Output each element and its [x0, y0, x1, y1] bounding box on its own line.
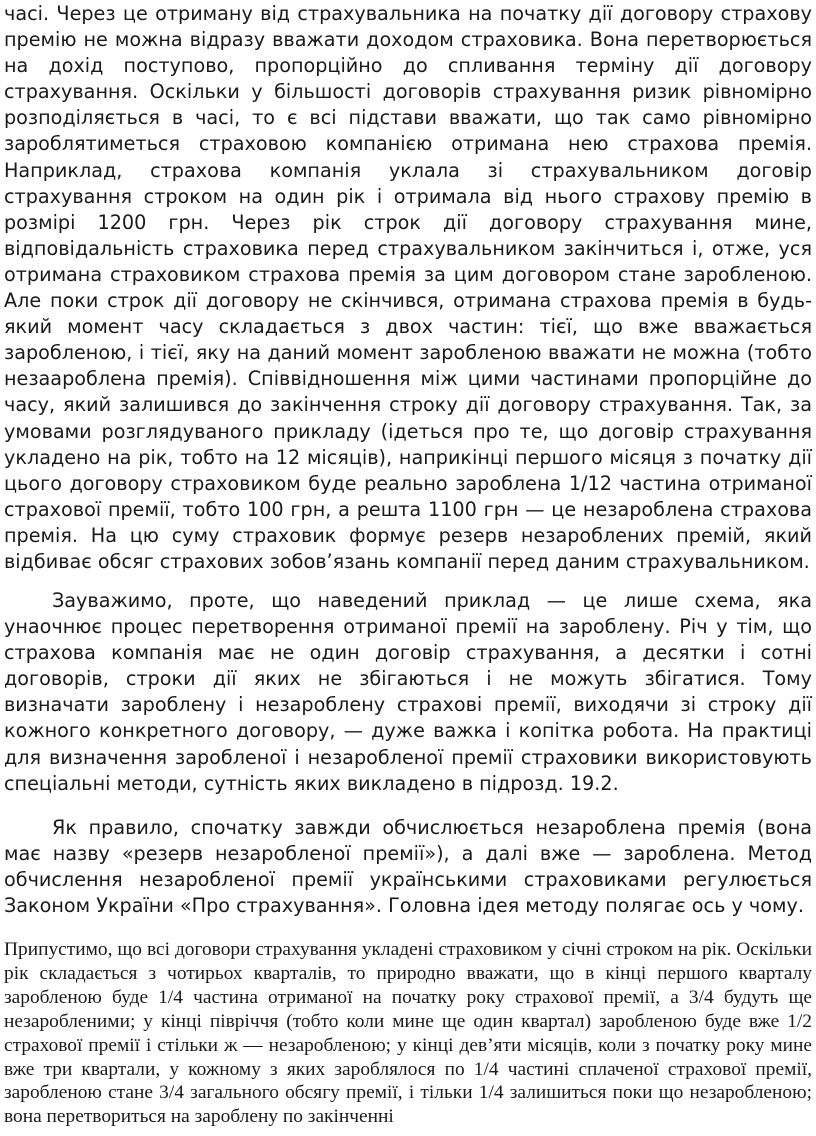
paragraph-premium-earning: часі. Через це отриману від страхувальника на початку дії договору страхову премію не можна відразу вважати доходом страховика. Вона перетворюється на дохід поступово, пропорційно до спливання терміну дії договору страхування. Оскільки у більшості договорів страхування ризик рівномірно розподіляється в часі, то є всі підстави вважати, що так само рівномірно зароблятиметься страховою компанією отримана нею страхова премія. Наприклад, страхова компанія уклала зі страхувальником договір страхування строком на один рік і отримала від нього страхову премію в розмірі 1200 грн. Через рік строк дії договору страхування мине, відповідальність страховика перед страхувальником закінчиться і, отже, уся отримана страховиком страхова премія за цим договором стане заробленою. Але поки строк дії договору не скінчився, отримана страхова премія в будь-який момент часу складається з двох частин: тієї, що вже вважається заробленою, і тієї, яку на даний момент заробленою вважати не можна (тобто незаароблена премія). Співвідношення між цими частинами пропорційне до часу, який залишився до закінчення строку дії договору страхування. Так, за умовами розглядуваного прикладу (ідеться про те, що договір страхування укладено на рік, тобто на 12 місяців), наприкінці першого місяця з початку дії цього договору страховиком буде реально зароблена 1/12 частина отриманої страхової премії, тобто 100 грн, а решта 1100 грн — це незароблена страхова премія. На цю суму страховик формує резерв незароблених премій, який відбиває обсяг страхових зобов’язань компанії перед даним страхувальником. [4, 2, 812, 573]
paragraph-method-intro: Як правило, спочатку завжди обчислюється незароблена премія (вона має назву «резерв незаробленої премії»), а далі вже — зароблена. Метод обчислення незаробленої премії українськими страховиками регулюється Законом України «Про страхування». Головна ідея методу полягає ось у чому. [4, 816, 812, 918]
paragraph-quarterly-example: Припустимо, що всі договори страхування укладені страховиком у січні строком на рік. Оскільки рік складається з чотирьох кварталів, то природно вважати, що в кінці першого кварталу заробленою буде 1/4 частина отриманої на початку року страхової премії, а 3/4 будуть ще незаробленими; у кінці півріччя (тобто коли мине ще один квартал) заробленою буде вже 1/2 страхової премії і стільки ж — незаробленою; у кінці дев’яти місяців, коли з початку року мине вже три квартали, у кожному з яких зароблялося по 1/4 частині сплаченої страхової премії, заробленою стане 3/4 загального обсягу премії, і тільки 1/4 залишиться поки що незаробленою; вона перетвориться на зароблену по закінченні [4, 939, 812, 1128]
paragraph-scheme-note: Зауважимо, проте, що наведений приклад — це лише схема, яка унаочнює процес перетворення отриманої премії на зароблену. Річ у тім, що страхова компанія має не один договір страхування, а десятки і сотні договорів, строки дії яких не збігаються і не можуть збігатися. Тому визначати зароблену і незароблену страхові премії, виходячи зі строку дії кожного конкретного договору, — дуже важка і копітка робота. На практиці для визначення заробленої і незаробленої премії страховики використовують спеціальні методи, сутність яких викладено в підрозд. 19.2. [4, 589, 812, 795]
